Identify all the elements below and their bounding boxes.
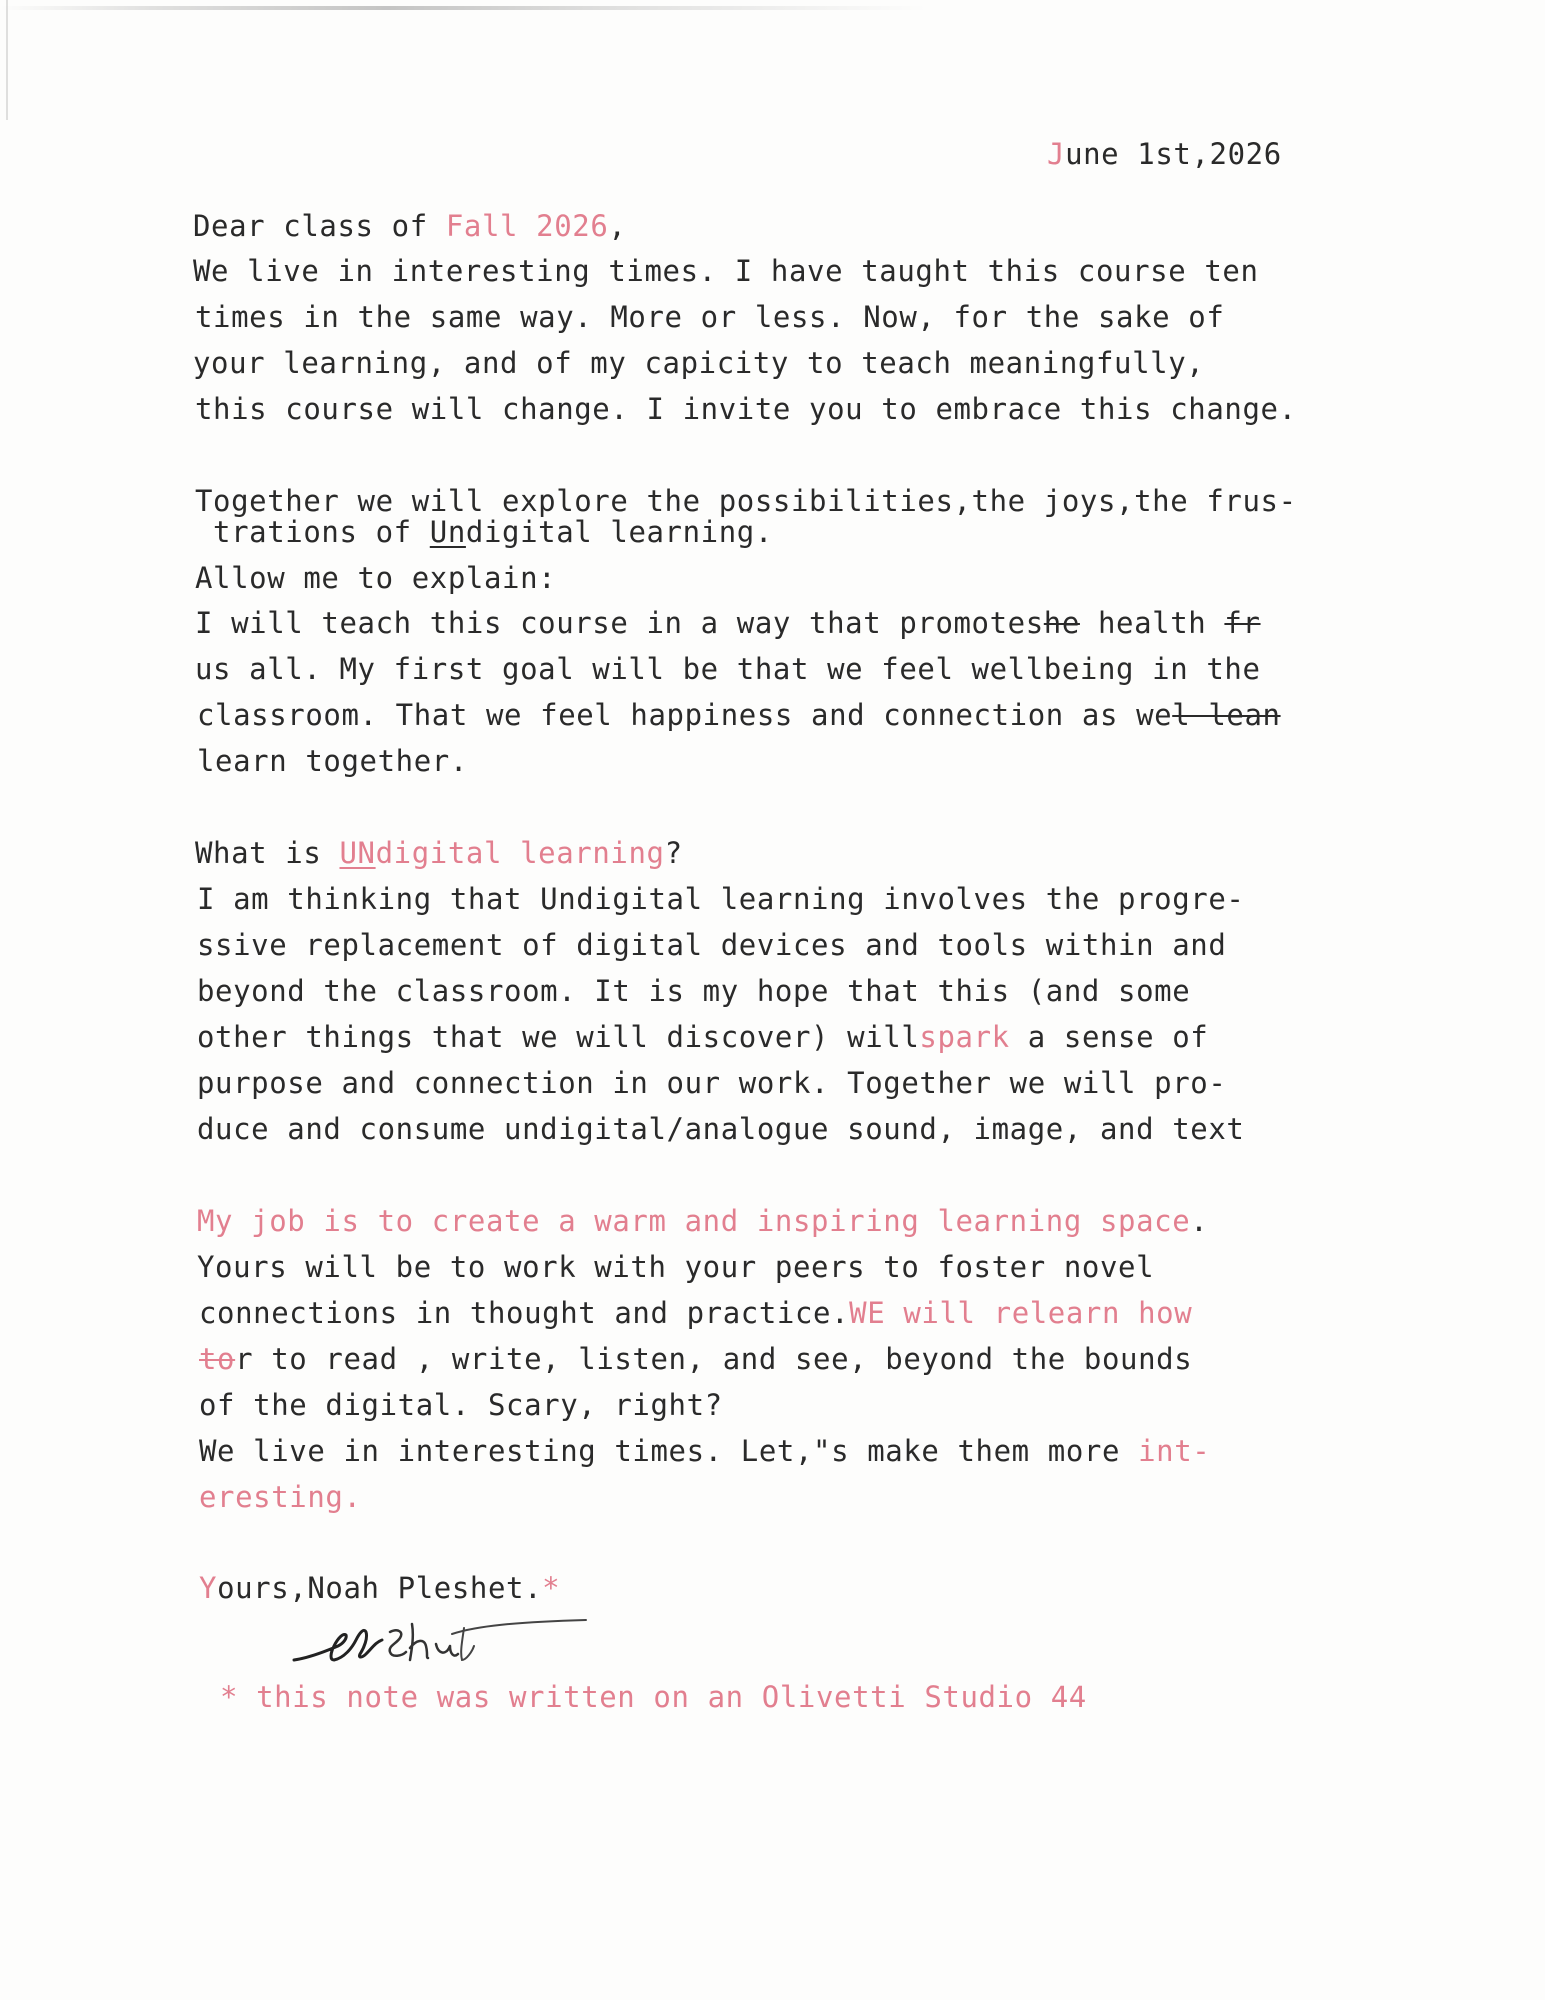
- letter-date: [1047, 137, 1282, 171]
- date-month-initial: J: [1047, 137, 1066, 171]
- para3-q-before: What is: [195, 836, 340, 870]
- para2-line2-after: digital learning.: [465, 515, 773, 549]
- para2-line4-strike: he: [1043, 606, 1080, 640]
- para4-line7-red: eresting.: [199, 1480, 362, 1514]
- para4-line6-before: We live in interesting times. Let,"s make them more: [199, 1434, 1139, 1468]
- para2-line7: learn together.: [197, 744, 468, 778]
- para2-line3: Allow me to explain:: [195, 561, 557, 595]
- para4-line1: [197, 1204, 1209, 1238]
- para4-line4: [199, 1342, 1193, 1376]
- para3-line4-red: spark: [919, 1020, 1010, 1054]
- para2-line2-underlined: Un: [429, 515, 466, 549]
- para4-line5: of the digital. Scary, right?: [199, 1388, 723, 1422]
- para2-line4-before: I will teach this course in a way that promotes: [195, 606, 1044, 640]
- handwritten-signature: [286, 1598, 616, 1688]
- para4-line3-before: connections in thought and practice.: [199, 1296, 850, 1330]
- para4-line3: [199, 1296, 1193, 1330]
- para3-line4: [197, 1020, 1209, 1054]
- scan-edge-top: [0, 6, 1545, 10]
- footnote: * this note was written on an Olivetti Studio 44: [220, 1680, 1087, 1714]
- para3-line4-after: a sense of: [1009, 1020, 1209, 1054]
- para3-line4-before: other things that we will discover) will: [197, 1020, 920, 1054]
- closing-name: ours,Noah Pleshet.: [217, 1571, 543, 1605]
- para3-line1: I am thinking that Undigital learning involves the progre-: [197, 882, 1245, 916]
- para3-line6: duce and consume undigital/analogue sound, image, and text: [197, 1112, 1245, 1146]
- para2-line6: [197, 698, 1281, 732]
- para2-line6-strike: l lean: [1172, 698, 1281, 732]
- para1-line1: We live in interesting times. I have taught this course ten: [193, 254, 1259, 288]
- para2-line2: [195, 515, 773, 549]
- para2-line5: us all. My first goal will be that we feel wellbeing in the: [195, 652, 1261, 686]
- para4-line4-after: r to read , write, listen, and see, beyond the bounds: [235, 1342, 1193, 1376]
- para4-line1-after: .: [1190, 1204, 1209, 1238]
- para3-q-underlined: UN: [339, 836, 376, 870]
- para2-line4: [195, 606, 1261, 640]
- para2-line1: Together we will explore the possibilities,the joys,the frus-: [195, 484, 1297, 518]
- para2-line2-before: trations of: [195, 515, 430, 549]
- para4-line7: [199, 1480, 362, 1514]
- para4-line3-red: WE will relearn how: [849, 1296, 1193, 1330]
- salutation-term: Fall 2026: [445, 209, 609, 243]
- salutation: [193, 209, 627, 243]
- para1-line3: your learning, and of my capicity to teach meaningfully,: [193, 346, 1205, 380]
- para3-question: [195, 836, 683, 870]
- para4-line1-red: My job is to create a warm and inspiring learning space: [197, 1204, 1191, 1238]
- para1-line2: times in the same way. More or less. Now, for the sake of: [195, 300, 1225, 334]
- para4-line6: [199, 1434, 1211, 1468]
- date-rest: une 1st,2026: [1065, 137, 1282, 171]
- closing-asterisk: *: [542, 1571, 561, 1605]
- para4-line2: Yours will be to work with your peers to foster novel: [197, 1250, 1155, 1284]
- para3-q-after: ?: [664, 836, 683, 870]
- scan-edge-left: [6, 0, 8, 120]
- para4-line6-red: int-: [1138, 1434, 1211, 1468]
- para3-line3: beyond the classroom. It is my hope that this (and some: [197, 974, 1191, 1008]
- para3-q-red: digital learning: [375, 836, 665, 870]
- para2-line6-before: classroom. That we feel happiness and connection as we: [197, 698, 1173, 732]
- closing-initial: Y: [199, 1571, 218, 1605]
- salutation-before: Dear class of: [193, 209, 446, 243]
- para2-line4-strike2: fr: [1224, 606, 1261, 640]
- para3-line2: ssive replacement of digital devices and tools within and: [197, 928, 1227, 962]
- para2-line4-after: health: [1079, 606, 1225, 640]
- para3-line5: purpose and connection in our work. Together we will pro-: [197, 1066, 1227, 1100]
- salutation-after: ,: [608, 209, 627, 243]
- para4-line4-strike: to: [199, 1342, 236, 1376]
- para1-line4: this course will change. I invite you to embrace this change.: [195, 392, 1297, 426]
